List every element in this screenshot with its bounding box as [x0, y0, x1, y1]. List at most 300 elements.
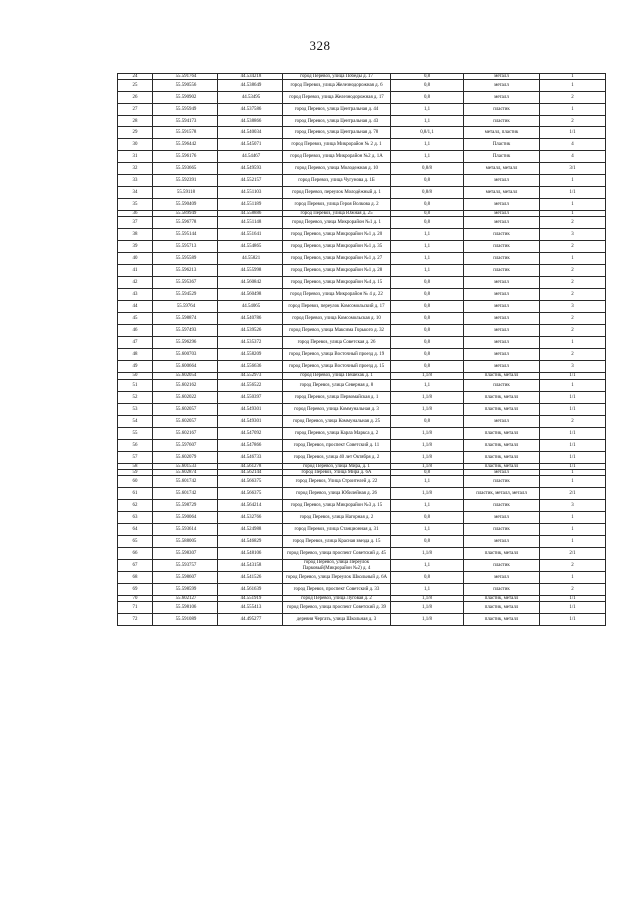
- latitude-cell: 55.596176: [153, 151, 218, 163]
- container-material-cell: пластик, металл: [464, 391, 540, 403]
- longitude-cell: 44.538649: [218, 80, 283, 92]
- container-count-cell: 3: [540, 361, 606, 373]
- container-count-cell: 1/1: [540, 373, 606, 379]
- address-cell: город Перевоз, улица Героя Волкова д. 2: [283, 199, 391, 211]
- latitude-cell: 55.602874: [153, 469, 218, 475]
- address-cell: город Перевоз, улица проспект Советский д. 45: [283, 548, 391, 560]
- container-volume-cell: 1,1/8: [391, 614, 464, 626]
- container-material-cell: пластик, металл: [464, 463, 540, 469]
- longitude-cell: 44.549301: [218, 415, 283, 427]
- container-count-cell: 1: [540, 536, 606, 548]
- longitude-cell: 44.495277: [218, 614, 283, 626]
- row-number-cell: 52: [118, 391, 153, 403]
- container-count-cell: 1: [540, 74, 606, 80]
- row-number-cell: 47: [118, 337, 153, 349]
- row-number-cell: 32: [118, 163, 153, 175]
- row-number-cell: 27: [118, 104, 153, 116]
- address-cell: город Перевоз, улица Победы д. 17: [283, 74, 391, 80]
- container-material-cell: металл: [464, 74, 540, 80]
- address-cell: город Перевоз, улица Коммунальная д. 25: [283, 415, 391, 427]
- container-material-cell: металл: [464, 337, 540, 349]
- row-number-cell: 44: [118, 301, 153, 313]
- container-volume-cell: 0,8: [391, 337, 464, 349]
- table-row: [118, 217, 606, 229]
- row-number-cell: 33: [118, 175, 153, 187]
- container-count-cell: 2: [540, 313, 606, 325]
- row-number-cell: 31: [118, 151, 153, 163]
- latitude-cell: 55.59764: [153, 301, 218, 313]
- container-count-cell: 1: [540, 572, 606, 584]
- longitude-cell: 44.54467: [218, 151, 283, 163]
- table-row: [118, 415, 606, 427]
- row-number-cell: 58: [118, 463, 153, 469]
- address-cell: город Перевоз, улица Первомайская д. 1: [283, 391, 391, 403]
- latitude-cell: 55.598106: [153, 602, 218, 614]
- table-row: [118, 361, 606, 373]
- latitude-cell: 55.589949: [153, 211, 218, 217]
- latitude-cell: 55.594173: [153, 116, 218, 127]
- address-cell: город Перевоз, улица Микрорайон №4 д. 15: [283, 277, 391, 289]
- address-cell: город Перевоз, улица Микрорайон №3 д. 15: [283, 500, 391, 512]
- row-number-cell: 48: [118, 349, 153, 361]
- address-cell: город Перевоз, улица Железнодорожная д. 6: [283, 80, 391, 92]
- container-volume-cell: 1,1/8: [391, 403, 464, 415]
- address-cell: город Перевоз, проспект Советский д. 11: [283, 439, 391, 451]
- latitude-cell: 55.590902: [153, 92, 218, 104]
- row-number-cell: 40: [118, 253, 153, 265]
- table-row: [118, 500, 606, 512]
- container-count-cell: 1: [540, 80, 606, 92]
- container-count-cell: 3/1: [540, 163, 606, 175]
- address-cell: город Перевоз, улица Луговая д. 2: [283, 596, 391, 602]
- address-cell: город Перевоз, Улица Мира д. 6А: [283, 469, 391, 475]
- container-volume-cell: 1,1: [391, 584, 464, 596]
- latitude-cell: 55.600664: [153, 361, 218, 373]
- container-material-cell: металл: [464, 217, 540, 229]
- longitude-cell: 44.537586: [218, 104, 283, 116]
- address-cell: город Перевоз, улица Микрорайон №1 д. 28: [283, 265, 391, 277]
- table-row: [118, 427, 606, 439]
- container-count-cell: 2/1: [540, 488, 606, 500]
- longitude-cell: 44.552157: [218, 175, 283, 187]
- latitude-cell: 55.596213: [153, 265, 218, 277]
- container-count-cell: 3: [540, 301, 606, 313]
- latitude-cell: 55.602127: [153, 596, 218, 602]
- row-number-cell: 64: [118, 524, 153, 536]
- table-row: [118, 127, 606, 139]
- container-material-cell: металл: [464, 301, 540, 313]
- container-volume-cell: 1,1/8: [391, 373, 464, 379]
- container-volume-cell: 1,1: [391, 104, 464, 116]
- container-volume-cell: 0,8/8: [391, 163, 464, 175]
- row-number-cell: 50: [118, 373, 153, 379]
- container-count-cell: 1: [540, 199, 606, 211]
- latitude-cell: 55.602057: [153, 415, 218, 427]
- latitude-cell: 55.597493: [153, 325, 218, 337]
- row-number-cell: 56: [118, 439, 153, 451]
- container-count-cell: 1: [540, 524, 606, 536]
- longitude-cell: 44.54065: [218, 301, 283, 313]
- address-cell: город Перевоз, переулок Молодёжный д. 1: [283, 187, 391, 199]
- table-row: [118, 451, 606, 463]
- container-sites-table: [117, 73, 606, 626]
- container-material-cell: металл: [464, 277, 540, 289]
- row-number-cell: 36: [118, 211, 153, 217]
- longitude-cell: 44.540786: [218, 313, 283, 325]
- latitude-cell: 55.601742: [153, 476, 218, 488]
- container-volume-cell: 0,8: [391, 469, 464, 475]
- longitude-cell: 44.566375: [218, 488, 283, 500]
- container-count-cell: 2: [540, 277, 606, 289]
- table-row: [118, 241, 606, 253]
- latitude-cell: 55.590409: [153, 199, 218, 211]
- table-row: [118, 104, 606, 116]
- container-material-cell: пластик: [464, 229, 540, 241]
- container-material-cell: пластик, металл: [464, 548, 540, 560]
- container-count-cell: 2: [540, 217, 606, 229]
- container-material-cell: Пластик: [464, 139, 540, 151]
- address-cell: город Перевоз, улица Восточный проезд д. 19: [283, 349, 391, 361]
- row-number-cell: 70: [118, 596, 153, 602]
- longitude-cell: 44.554865: [218, 241, 283, 253]
- container-volume-cell: 1,1: [391, 560, 464, 572]
- container-material-cell: металл: [464, 536, 540, 548]
- longitude-cell: 44.541526: [218, 572, 283, 584]
- longitude-cell: 44.552973: [218, 373, 283, 379]
- container-volume-cell: 1,1/8: [391, 391, 464, 403]
- container-material-cell: пластик: [464, 265, 540, 277]
- table-row: [118, 313, 606, 325]
- longitude-cell: 44.551641: [218, 229, 283, 241]
- table-row: [118, 92, 606, 104]
- latitude-cell: 55.596778: [153, 217, 218, 229]
- longitude-cell: 44.549593: [218, 163, 283, 175]
- row-number-cell: 24: [118, 74, 153, 80]
- table-row: [118, 524, 606, 536]
- address-cell: город Перевоз, улица Комсомольская д. 10: [283, 313, 391, 325]
- table-row: [118, 116, 606, 127]
- row-number-cell: 41: [118, 265, 153, 277]
- container-count-cell: 2: [540, 116, 606, 127]
- table-row: [118, 439, 606, 451]
- address-cell: город Перевоз, улица Северная д. 8: [283, 379, 391, 391]
- container-volume-cell: 1,1: [391, 476, 464, 488]
- address-cell: город Перевоз, проспект Советский д. 33: [283, 584, 391, 596]
- latitude-cell: 55.600703: [153, 349, 218, 361]
- container-count-cell: 3: [540, 229, 606, 241]
- longitude-cell: 44.545071: [218, 139, 283, 151]
- address-cell: город Перевоз, Улица Строителей д. 22: [283, 476, 391, 488]
- row-number-cell: 43: [118, 289, 153, 301]
- latitude-cell: 55.595713: [153, 241, 218, 253]
- latitude-cell: 55.592391: [153, 175, 218, 187]
- longitude-cell: 44.558209: [218, 349, 283, 361]
- container-material-cell: пластик, металл: [464, 403, 540, 415]
- container-volume-cell: 1,1: [391, 241, 464, 253]
- latitude-cell: 55.602079: [153, 451, 218, 463]
- row-number-cell: 71: [118, 602, 153, 614]
- container-volume-cell: 0,8: [391, 325, 464, 337]
- container-material-cell: пластик: [464, 379, 540, 391]
- container-material-cell: пластик, металл: [464, 614, 540, 626]
- row-number-cell: 72: [118, 614, 153, 626]
- container-count-cell: 2: [540, 415, 606, 427]
- longitude-cell: 44.547866: [218, 439, 283, 451]
- latitude-cell: 55.593665: [153, 163, 218, 175]
- address-cell: город Перевоз, улица Микрорайон №1 д. 20: [283, 229, 391, 241]
- table-row: [118, 301, 606, 313]
- table-body: [118, 74, 606, 626]
- latitude-cell: 55.601742: [153, 488, 218, 500]
- address-cell: город Перевоз, улица Микрорайон № 4 д. 22: [283, 289, 391, 301]
- longitude-cell: 44.546733: [218, 451, 283, 463]
- container-material-cell: металл: [464, 512, 540, 524]
- container-volume-cell: 0,8: [391, 211, 464, 217]
- address-cell: город Перевоз, улица проспект Советский д. 39: [283, 602, 391, 614]
- container-count-cell: 1/1: [540, 439, 606, 451]
- longitude-cell: 44.524988: [218, 524, 283, 536]
- latitude-cell: 55.594529: [153, 289, 218, 301]
- table-row: [118, 187, 606, 199]
- container-material-cell: пластик, металл: [464, 439, 540, 451]
- address-cell: город Перевоз, улица Чугунова д. 1Б: [283, 175, 391, 187]
- container-volume-cell: 1,1: [391, 379, 464, 391]
- address-cell: город Перевоз, переулок Комсомольский д. 17: [283, 301, 391, 313]
- container-material-cell: металл: [464, 80, 540, 92]
- address-cell: город Перевоз, улица Микрорайон № 2 д. 1: [283, 139, 391, 151]
- container-material-cell: пластик: [464, 116, 540, 127]
- address-cell: город Перевоз, улица Нагорная д. 2: [283, 512, 391, 524]
- longitude-cell: 44.556636: [218, 361, 283, 373]
- longitude-cell: 44.555998: [218, 265, 283, 277]
- longitude-cell: 44.561278: [218, 463, 283, 469]
- longitude-cell: 44.548106: [218, 548, 283, 560]
- table-row: [118, 349, 606, 361]
- container-count-cell: 2: [540, 289, 606, 301]
- container-material-cell: пластик, металл: [464, 596, 540, 602]
- container-material-cell: пластик: [464, 524, 540, 536]
- latitude-cell: 55.590064: [153, 512, 218, 524]
- container-material-cell: металл: [464, 313, 540, 325]
- row-number-cell: 55: [118, 427, 153, 439]
- row-number-cell: 35: [118, 199, 153, 211]
- longitude-cell: 44.547092: [218, 427, 283, 439]
- latitude-cell: 55.591764: [153, 74, 218, 80]
- latitude-cell: 55.602054: [153, 373, 218, 379]
- address-cell: город Перевоз, улица Коммунальная д. 3: [283, 403, 391, 415]
- latitude-cell: 55.588005: [153, 536, 218, 548]
- container-count-cell: 4: [540, 139, 606, 151]
- address-cell: город Перевоз, улица Молодежная д. 10: [283, 163, 391, 175]
- container-volume-cell: 1,1: [391, 116, 464, 127]
- container-material-cell: пластик, металл: [464, 451, 540, 463]
- container-material-cell: металл: [464, 199, 540, 211]
- table-row: [118, 391, 606, 403]
- table-row: [118, 602, 606, 614]
- latitude-cell: 55.598874: [153, 313, 218, 325]
- row-number-cell: 28: [118, 116, 153, 127]
- container-count-cell: 3: [540, 500, 606, 512]
- longitude-cell: 44.558886: [218, 211, 283, 217]
- table-row: [118, 199, 606, 211]
- container-count-cell: 1/1: [540, 451, 606, 463]
- page-number: 328: [309, 38, 331, 53]
- table-row: [118, 488, 606, 500]
- container-volume-cell: 1,1: [391, 253, 464, 265]
- container-count-cell: 1: [540, 253, 606, 265]
- latitude-cell: 55.595367: [153, 277, 218, 289]
- row-number-cell: 53: [118, 403, 153, 415]
- container-volume-cell: 0,8: [391, 349, 464, 361]
- container-count-cell: 1/1: [540, 187, 606, 199]
- latitude-cell: 55.593614: [153, 524, 218, 536]
- container-material-cell: пластик: [464, 476, 540, 488]
- row-number-cell: 51: [118, 379, 153, 391]
- address-cell: город Перевоз, улица Станционная д. 31: [283, 524, 391, 536]
- address-cell: город Перевоз, улица Микрорайон №2 д. 1А: [283, 151, 391, 163]
- table-row: [118, 512, 606, 524]
- latitude-cell: 55.596442: [153, 139, 218, 151]
- container-volume-cell: 0,8/1,1: [391, 127, 464, 139]
- address-cell: город Перевоз, улица Максима Горького д. 32: [283, 325, 391, 337]
- table-row: [118, 337, 606, 349]
- row-number-cell: 46: [118, 325, 153, 337]
- container-material-cell: металл, металл: [464, 163, 540, 175]
- container-count-cell: 2: [540, 92, 606, 104]
- longitude-cell: 44.540034: [218, 127, 283, 139]
- container-volume-cell: 0,8: [391, 217, 464, 229]
- address-cell: город Перевоз, улица Восточный проезд д. 15: [283, 361, 391, 373]
- row-number-cell: 68: [118, 572, 153, 584]
- longitude-cell: 44.535372: [218, 337, 283, 349]
- row-number-cell: 29: [118, 127, 153, 139]
- longitude-cell: 44.551189: [218, 199, 283, 211]
- row-number-cell: 57: [118, 451, 153, 463]
- longitude-cell: 44.538866: [218, 116, 283, 127]
- latitude-cell: 55.601533: [153, 463, 218, 469]
- address-cell: город Перевоз, улица Пешехак д. 1: [283, 373, 391, 379]
- container-volume-cell: 1,1: [391, 524, 464, 536]
- container-volume-cell: 1,1: [391, 500, 464, 512]
- container-volume-cell: 0,8/8: [391, 187, 464, 199]
- longitude-cell: 44.539526: [218, 325, 283, 337]
- row-number-cell: 49: [118, 361, 153, 373]
- latitude-cell: 55.597607: [153, 439, 218, 451]
- address-cell: город Перевоз, улица Переулок Школьный д. 6А: [283, 572, 391, 584]
- row-number-cell: 34: [118, 187, 153, 199]
- address-cell: город Перевоз, улица Южная д. 25: [283, 211, 391, 217]
- container-volume-cell: 0,8: [391, 512, 464, 524]
- container-count-cell: 1: [540, 469, 606, 475]
- container-material-cell: пластик, металл: [464, 602, 540, 614]
- container-count-cell: 1: [540, 211, 606, 217]
- address-cell: город Перевоз, улица Мира, д. 1: [283, 463, 391, 469]
- container-volume-cell: 1,1: [391, 229, 464, 241]
- table-row: [118, 379, 606, 391]
- address-cell: город Перевоз, улица Железнодорожная д. 17: [283, 92, 391, 104]
- container-volume-cell: 1,1/8: [391, 548, 464, 560]
- table-row: [118, 265, 606, 277]
- container-material-cell: пластик: [464, 241, 540, 253]
- container-material-cell: пластик: [464, 500, 540, 512]
- container-volume-cell: 1,1/8: [391, 596, 464, 602]
- latitude-cell: 55.602057: [153, 403, 218, 415]
- longitude-cell: 44.562144: [218, 469, 283, 475]
- latitude-cell: 55.598607: [153, 572, 218, 584]
- longitude-cell: 44.551103: [218, 187, 283, 199]
- latitude-cell: 55.602167: [153, 427, 218, 439]
- latitude-cell: 55.598599: [153, 584, 218, 596]
- container-material-cell: металл: [464, 572, 540, 584]
- container-material-cell: металл, металл: [464, 187, 540, 199]
- table-row: [118, 139, 606, 151]
- container-volume-cell: 0,8: [391, 536, 464, 548]
- latitude-cell: 55.595144: [153, 229, 218, 241]
- latitude-cell: 55.59118: [153, 187, 218, 199]
- latitude-cell: 55.591089: [153, 614, 218, 626]
- latitude-cell: 55.602162: [153, 379, 218, 391]
- container-volume-cell: 1,1: [391, 151, 464, 163]
- container-count-cell: 1/1: [540, 427, 606, 439]
- address-cell: город Перевоз, улица Центральная д. 44: [283, 104, 391, 116]
- latitude-cell: 55.593757: [153, 560, 218, 572]
- container-material-cell: пластик, металл: [464, 427, 540, 439]
- container-count-cell: 2: [540, 325, 606, 337]
- row-number-cell: 63: [118, 512, 153, 524]
- container-material-cell: металл: [464, 175, 540, 187]
- longitude-cell: 44.560498: [218, 289, 283, 301]
- address-cell: город Перевоз, улица Красная звезда д. 15: [283, 536, 391, 548]
- row-number-cell: 62: [118, 500, 153, 512]
- container-count-cell: 1/1: [540, 614, 606, 626]
- container-count-cell: 2: [540, 241, 606, 253]
- latitude-cell: 55.590556: [153, 80, 218, 92]
- container-volume-cell: 0,8: [391, 289, 464, 301]
- container-material-cell: металл, пластик: [464, 127, 540, 139]
- longitude-cell: 44.534218: [218, 74, 283, 80]
- table-row: [118, 403, 606, 415]
- container-count-cell: 2: [540, 349, 606, 361]
- longitude-cell: 44.560842: [218, 277, 283, 289]
- container-count-cell: 2/1: [540, 548, 606, 560]
- container-volume-cell: 1,1/8: [391, 451, 464, 463]
- address-cell: город Перевоз, улица Карла Маркса д. 2: [283, 427, 391, 439]
- address-cell: город Перевоз, улица Центральная д. 43: [283, 116, 391, 127]
- container-count-cell: 2: [540, 584, 606, 596]
- container-count-cell: 2: [540, 265, 606, 277]
- container-count-cell: 1: [540, 512, 606, 524]
- container-count-cell: 1/1: [540, 596, 606, 602]
- address-cell: город Перевоз, улица Центральная д. 78: [283, 127, 391, 139]
- container-material-cell: металл: [464, 349, 540, 361]
- container-material-cell: пластик: [464, 104, 540, 116]
- row-number-cell: 39: [118, 241, 153, 253]
- container-material-cell: пластик: [464, 560, 540, 572]
- table-row: [118, 476, 606, 488]
- container-count-cell: 1/1: [540, 403, 606, 415]
- table-row: [118, 175, 606, 187]
- latitude-cell: 55.596296: [153, 337, 218, 349]
- container-count-cell: 1: [540, 337, 606, 349]
- container-volume-cell: 1,1/8: [391, 439, 464, 451]
- row-number-cell: 25: [118, 80, 153, 92]
- longitude-cell: 44.564214: [218, 500, 283, 512]
- longitude-cell: 44.543158: [218, 560, 283, 572]
- row-number-cell: 59: [118, 469, 153, 475]
- container-count-cell: 4: [540, 151, 606, 163]
- container-material-cell: металл: [464, 325, 540, 337]
- table-row: [118, 253, 606, 265]
